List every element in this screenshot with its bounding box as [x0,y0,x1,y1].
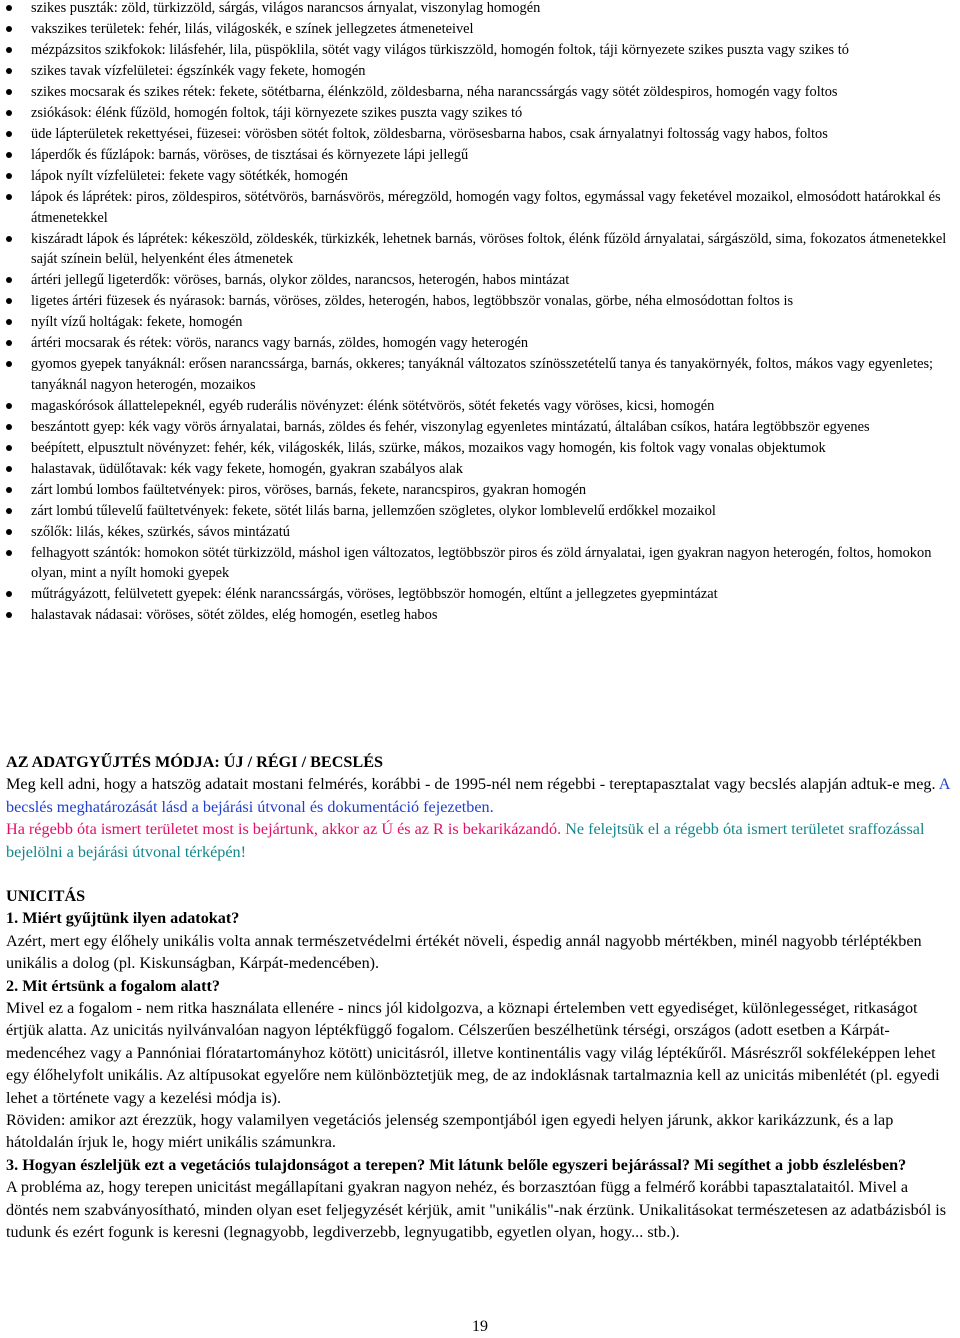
bullet-icon [6,68,12,74]
adatgyujtes-text-teal: Ne felejtsük el a régebb óta ismert területet sraffozással bejelölni a bejárási útvonal térképén! [6,820,925,861]
list-item [0,417,958,438]
list-item-text: szikes tavak vízfelületei: égszínkék vagy fekete, homogén [31,63,366,79]
list-item [0,124,958,145]
bullet-icon [6,277,12,283]
bullet-icon [6,319,12,325]
list-item [0,0,958,19]
list-item [0,354,958,395]
list-item [0,291,958,312]
unicitas-answer-2: Mivel ez a fogalom - nem ritka használata ellenére - nincs jól kidolgozva, a köznapi értelemben vett egyediséget, különlegességet, ritkaságot értjük alatta. Az unicitás nyilvánvalóan nagyon léptékfüggő fogalom. Célszerűen beszélhetünk térségi, országos (adott esetben a Kárpát-medencéhez vagy a Pannóniai flóratartományhoz kötött) unicitásról, illetve kontinentális vagy világ léptékűről. Másrészről sokféleképpen lehet egy élőhelyfolt unikális. Az altípusokat egyelőre nem különböztetjük meg, de az indoklásnak tartalmaznia kell az unicitás mibenlétét (pl. egyedi lehet a története vagy a kezelési módja is). [6,999,940,1107]
bullet-icon [6,466,12,472]
list-item-text: műtrágyázott, felülvetett gyepek: élénk narancssárgás, vöröses, legtöbbször homogén, eltűnt a jellegzetes gyepmintázat [31,586,718,602]
list-item [0,438,958,459]
bullet-icon [6,529,12,535]
list-item [0,501,958,522]
list-item-text: ártéri mocsarak és rétek: vörös, narancs vagy barnás, zöldes, homogén vagy heterogén [31,335,529,351]
unicitas-question-2: 2. Mit értsünk a fogalom alatt? [6,976,221,995]
list-item-text: szikes puszták: zöld, türkizzöld, sárgás, világos narancsos árnyalat, viszonylag homogén [31,0,541,16]
list-item [0,480,958,501]
list-item-text: lápok és láprétek: piros, zöldespiros, sötétvörös, barnásvörös, méregzöld, homogén vagy foltos, egymással vagy feketével mozaikol, elmosódott határokkal és átmenetekkel [31,189,941,226]
bullet-icon [6,194,12,200]
bullet-icon [6,591,12,597]
adatgyujtes-text [6,773,954,863]
list-item [0,103,958,124]
list-item-text: zárt lombú lombos faültetvények: piros, vöröses, barnás, fekete, narancspiros, gyakran homogén [31,481,587,498]
bullet-icon [6,89,12,95]
list-item [0,270,958,291]
page-number: 19 [472,1318,488,1335]
list-item-text: kiszáradt lápok és láprétek: kékeszöld, zöldeskék, türkizkék, lehetnek barnás, vöröses foltok, élénk fűzöld árnyalatai, sárgászöld, sima, fokozatos átmenetekkel saját színein belül, helyenként éles átmenetek [31,230,947,267]
list-item [0,61,958,82]
list-item [0,584,958,605]
bullet-icon [6,5,12,11]
bullet-icon [6,550,12,556]
list-item-text: halastavak nádasai: vöröses, sötét zöldes, elég homogén, esetleg habos [31,607,438,623]
unicitas-answer-1: Azért, mert egy élőhely unikális volta annak természetvédelmi értékét növeli, éspedig annál nagyobb mértékben, minél nagyobb térléptékben unikális a dolog (pl. Kiskunságban, Kárpát-medencében). [6,931,922,973]
list-item-text: beszántott gyep: kék vagy vörös árnyalatai, barnás, zöldes és fehér, viszonylag egyenletes mintázatú, általában csíkos, határa legtöbbször egyenes [31,418,870,435]
list-item-text: gyomos gyepek tanyáknál: erősen narancssárga, barnás, okkeres; tanyáknál változatos színösszetételű tanya és tanyakörnyék, foltos, mákos vagy egyenletes; tanyáknál nagyon heterogén, mozaikos [31,356,934,393]
list-item-text: üde lápterületek rekettyései, füzesei: vörösben sötét foltok, zöldesbarna, vörösesbarna habos, csak árnyalatnyi foltosság vagy habos, foltos [31,126,828,142]
bullet-icon [6,298,12,304]
bullet-icon [6,445,12,451]
bullet-icon [6,173,12,179]
bullet-icon [6,361,12,367]
list-item-text: nyílt vízű holtágak: fekete, homogén [31,314,243,330]
list-item-text: mézpázsitos szikfokok: lilásfehér, lila, püspöklila, sötét vagy világos türkiszzöld, homogén foltok, táji környezete szikes puszta vagy szikes tó [31,42,849,58]
list-item-text: zsiókások: élénk fűzöld, homogén foltok, táji környezete szikes puszta vagy szikes tó [31,105,523,121]
list-item [0,229,958,270]
bullet-icon [6,424,12,430]
unicitas-question-1: 1. Miért gyűjtünk ilyen adatokat? [6,909,240,928]
unicitas-answer-2b: Röviden: amikor azt érezzük, hogy valamilyen vegetációs jelenség szempontjából igen egyedi helyen járunk, akkor karikázzunk, és a lap hátoldalán írjuk le, hogy miért unikális számunkra. [6,1111,894,1152]
list-item [0,40,958,61]
adatgyujtes-heading: AZ ADATGYŰJTÉS MÓDJA: ÚJ / RÉGI / BECSLÉS [6,753,384,771]
bullet-icon [6,612,12,618]
list-item [0,145,958,166]
list-item-text: szikes mocsarak és szikes rétek: fekete, sötétbarna, élénkzöld, zöldesbarna, néha narancssárgás vagy sötét zöldespiros, homogén vagy foltos [31,84,838,100]
list-item [0,543,958,584]
list-item [0,522,958,543]
list-item-text: halastavak, üdülőtavak: kék vagy fekete, homogén, gyakran szabályos alak [31,460,463,477]
bullet-icon [6,26,12,32]
bullet-icon [6,487,12,493]
list-item-text: szőlők: lilás, kékes, szürkés, sávos mintázatú [31,523,290,540]
list-item-text: vakszikes területek: fehér, lilás, világoskék, e színek jellegzetes átmeneteivel [31,21,474,37]
list-item-text: ligetes ártéri füzesek és nyárasok: barnás, vöröses, zöldes, heterogén, habos, legtöbbször vonalas, görbe, néha elmosódottan foltos is [31,293,794,309]
list-item-text: magaskórósok állattelepeknél, egyéb ruderális növényzet: élénk sötétvörös, sötét feketés vagy vöröses, kicsi, homogén [31,397,715,414]
unicitas-answer-3: A probléma az, hogy terepen unicitást megállapítani gyakran nagyon nehéz, és borzasztóan függ a felmérő korábbi tapasztalataitól. Mivel a döntés nem szabványosítható, minden olyan eset feljegyzését kérjük, amit "unikális"-nak érzünk. Unikalitásokat természetesen az adatbázisból is tudunk és ezért fogunk is keresni (legnagyobb, legdiverzebb, legnyugatibb, egyetlen olyan, hogy... stb.). [6,1178,947,1242]
unicitas-question-3: 3. Hogyan észleljük ezt a vegetációs tulajdonságot a terepen? Mit látunk belőle egyszeri bejárással? Mi segíthet a jobb észlelésben? [6,1155,907,1174]
unicitas-section [6,885,954,1244]
list-item [0,605,958,626]
list-item [0,333,958,354]
adatgyujtes-text-blue: A becslés meghatározását lásd a bejárási útvonal és dokumentáció fejezetben. [6,775,950,816]
list-item [0,187,958,228]
list-item [0,166,958,187]
bullet-icon [6,47,12,53]
bullet-icon [6,403,12,409]
adatgyujtes-text-black: Meg kell adni, hogy a hatszög adatait mostani felmérés, korábbi - de 1995-nél nem régebbi - tereptapasztalat vagy becslés alapján adtuk-e meg. [6,775,939,794]
bullet-icon [6,340,12,346]
list-item-text: felhagyott szántók: homokon sötét türkizzöld, máshol igen változatos, legtöbbször piros és zöld árnyalatai, igen gyakran nagyon heterogén, foltos, homokon olyan, mint a nyílt homoki gyepek [31,544,932,581]
list-item-text: lápok nyílt vízfelületei: fekete vagy sötétkék, homogén [31,168,348,184]
list-item [0,82,958,103]
list-item-text: ártéri jellegű ligeterdők: vöröses, barnás, olykor zöldes, narancsos, heterogén, habos mintázat [31,272,570,288]
list-item-text: beépített, elpusztult növényzet: fehér, kék, világoskék, lilás, szürke, mákos, mozaikos vagy homogén, kis foltok vagy vonalas objektumok [31,439,826,456]
list-item [0,396,958,417]
bullet-icon [6,131,12,137]
list-item-text: láperdők és fűzlápok: barnás, vöröses, de tisztásai és környezete lápi jellegű [31,147,469,163]
unicitas-heading: UNICITÁS [6,887,86,905]
adatgyujtes-section [6,751,954,863]
bullet-icon [6,110,12,116]
bullet-icon [6,236,12,242]
list-item [0,312,958,333]
list-item [0,19,958,40]
bullet-icon [6,152,12,158]
bullet-icon [6,508,12,514]
list-item [0,459,958,480]
bullet-list [0,0,958,626]
adatgyujtes-text-red: Ha régebb óta ismert területet most is bejártunk, akkor az Ú és az R is bekarikázandó. [6,820,566,839]
list-item-text: zárt lombú tűlevelű faültetvények: fekete, sötét lilás barna, jellemzően szögletes, olykor lomblevelű erdőkkel mozaikol [31,502,716,519]
